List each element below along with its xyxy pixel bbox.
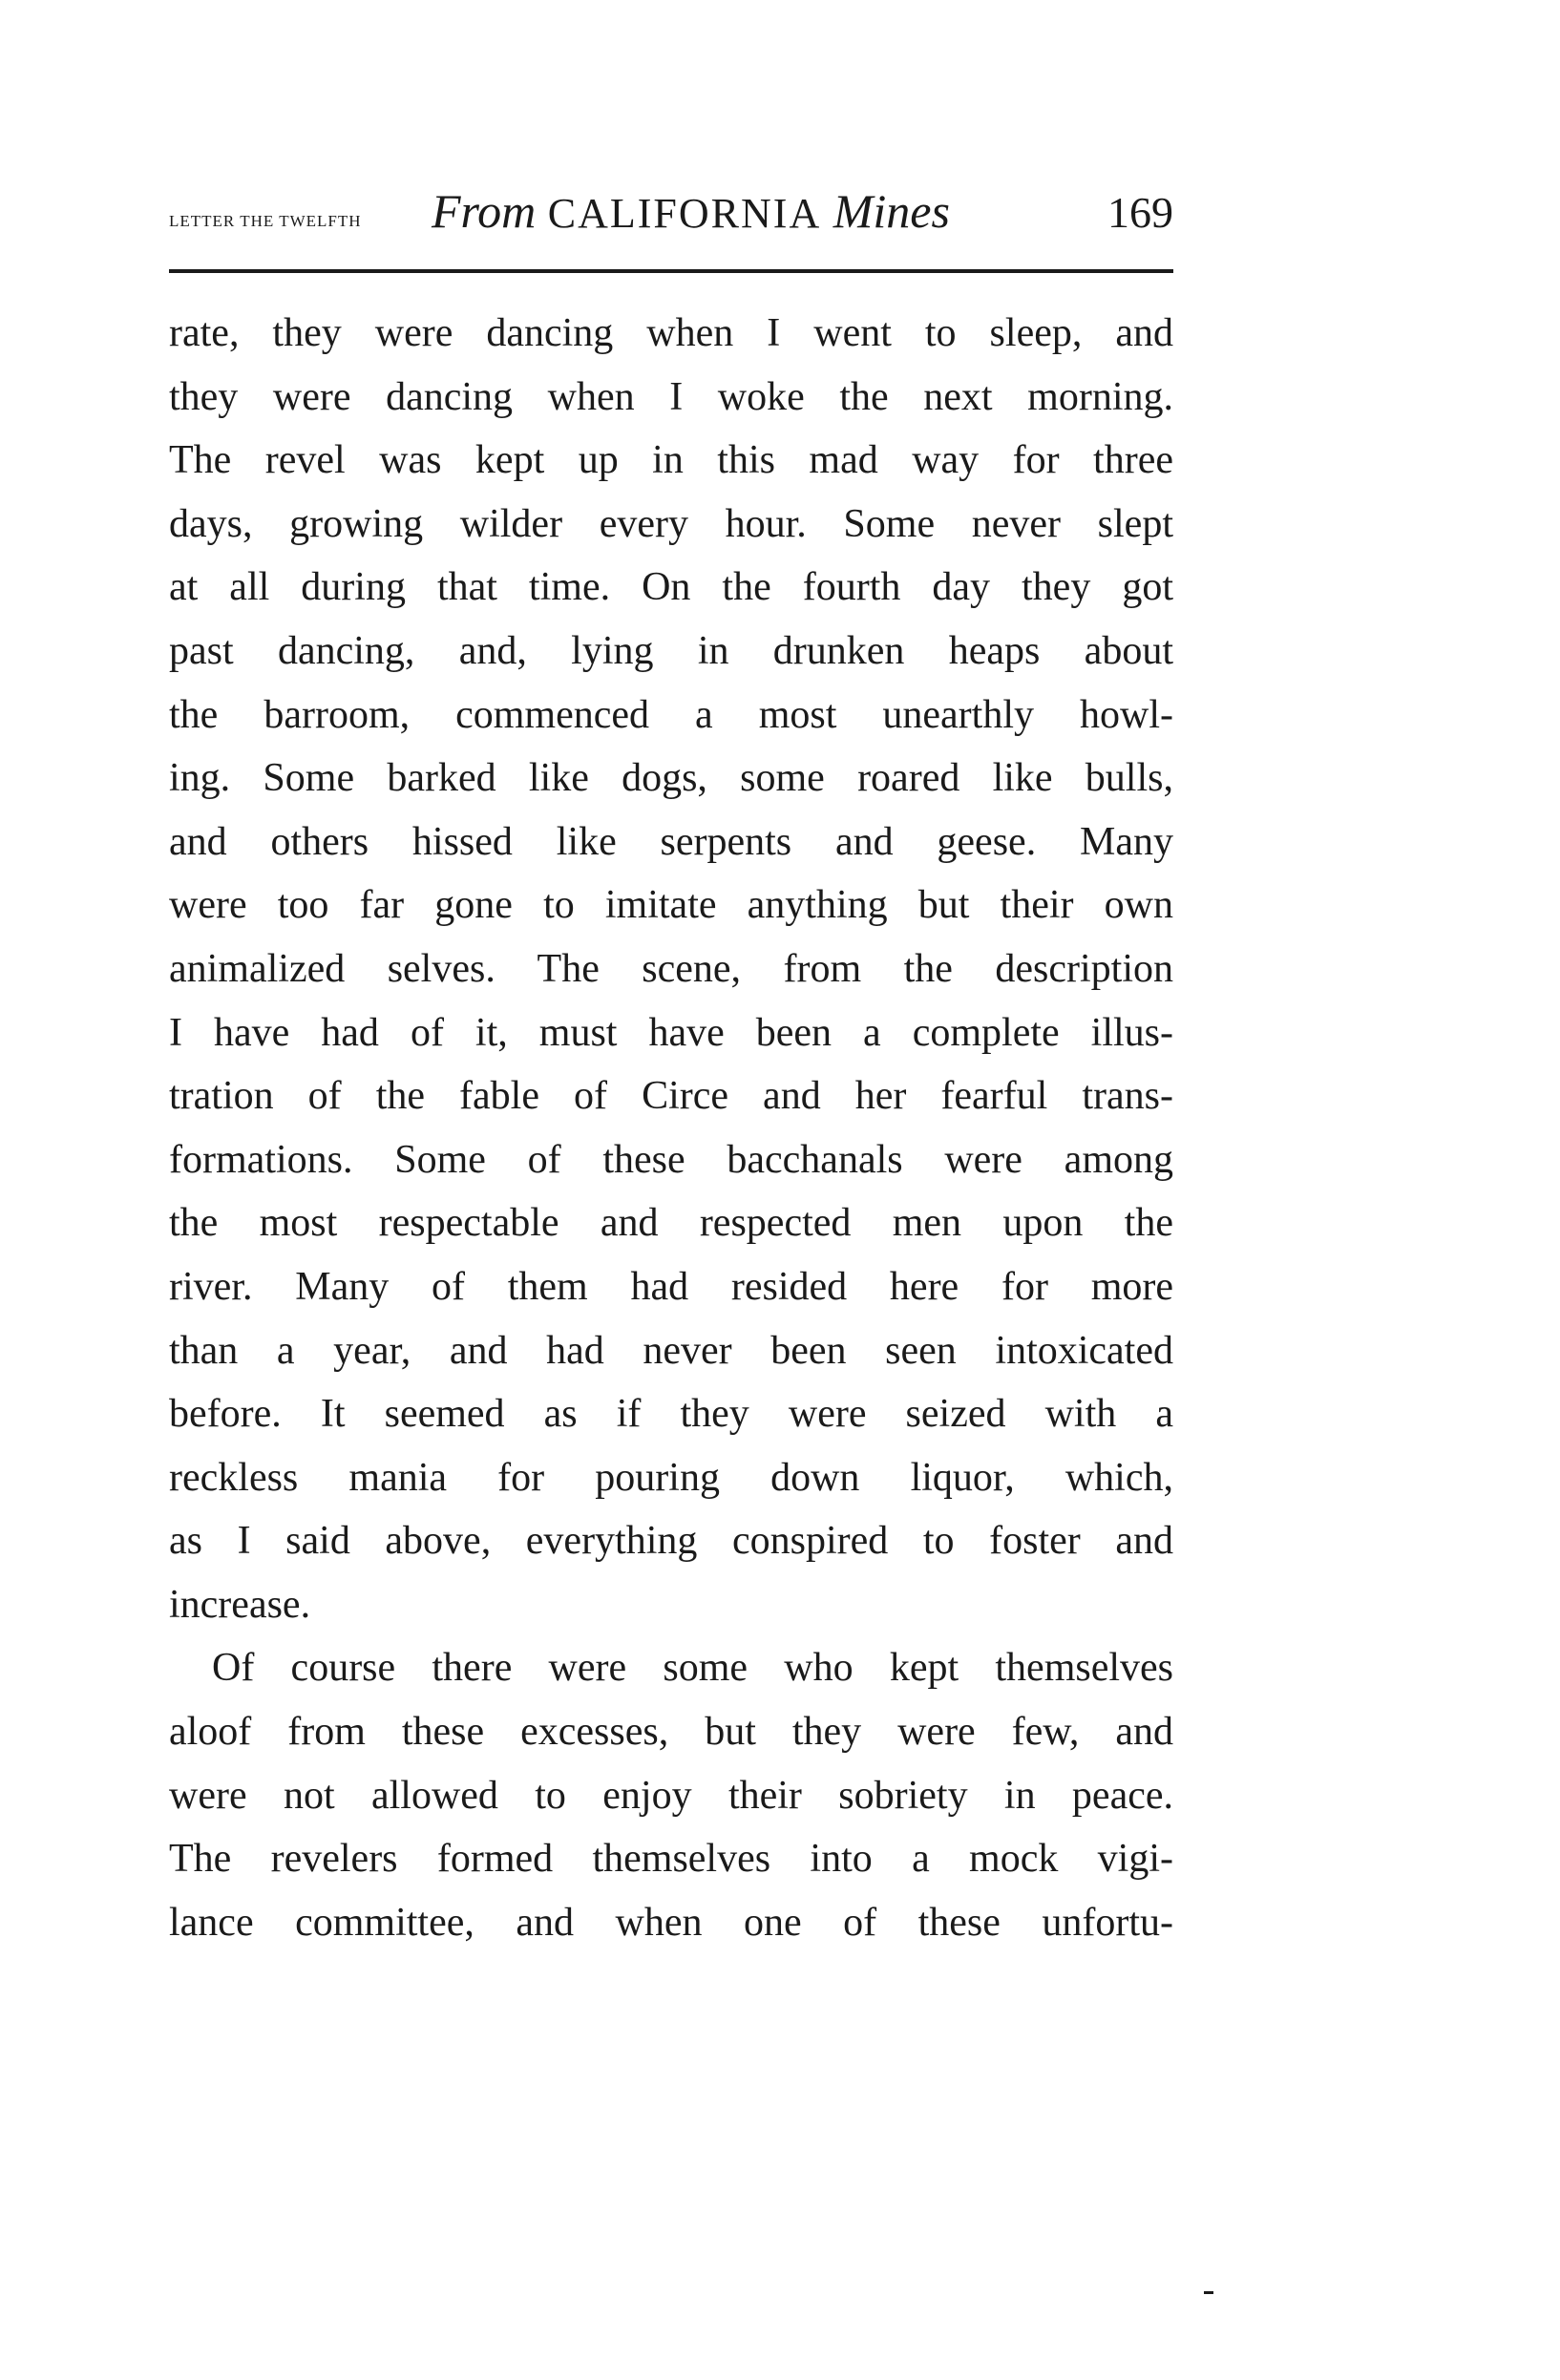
text-line: The revelers formed themselves into a mock vigi- [169, 1837, 1173, 1882]
running-head-mines: Mines [833, 184, 950, 238]
header-rule [169, 269, 1173, 273]
text-line: ing. Some barked like dogs, some roared like bulls, [169, 756, 1173, 801]
text-line: increase. [169, 1582, 311, 1627]
text-line: tration of the fable of Circe and her fearful trans- [169, 1074, 1173, 1119]
running-head-california: CALIFORNIA [547, 190, 822, 237]
text-line: reckless mania for pouring down liquor, which, [169, 1455, 1173, 1500]
printer-mark [1204, 2291, 1213, 2294]
text-line: were too far gone to imitate anything but their own [169, 883, 1173, 928]
text-line: before. It seemed as if they were seized with a [169, 1392, 1173, 1437]
text-line: I have had of it, must have been a complete illus- [169, 1010, 1173, 1055]
text-line: they were dancing when I woke the next morning. [169, 374, 1173, 419]
text-line: the barroom, commenced a most unearthly howl- [169, 692, 1173, 737]
running-head-letter: LETTER THE TWELFTH [169, 212, 362, 230]
text-line: as I said above, everything conspired to foster and [169, 1519, 1173, 1564]
running-head [169, 181, 1173, 248]
text-line: The revel was kept up in this mad way for three [169, 438, 1173, 483]
text-line: aloof from these excesses, but they were few, and [169, 1710, 1173, 1755]
text-line: rate, they were dancing when I went to sleep, and [169, 311, 1173, 355]
text-line: river. Many of them had resided here for more [169, 1264, 1173, 1309]
text-line: lance committee, and when one of these unfortu- [169, 1900, 1173, 1945]
text-line: Of course there were some who kept themselves [212, 1646, 1173, 1691]
text-line: past dancing, and, lying in drunken heaps about [169, 628, 1173, 673]
running-head-title [432, 183, 950, 239]
running-head-from: From [432, 184, 537, 238]
text-line: formations. Some of these bacchanals were among [169, 1137, 1173, 1182]
text-line: days, growing wilder every hour. Some never slept [169, 501, 1173, 546]
page-number: 169 [1107, 188, 1173, 237]
text-line: were not allowed to enjoy their sobriety in peace. [169, 1773, 1173, 1818]
text-line: than a year, and had never been seen intoxicated [169, 1328, 1173, 1373]
text-line: at all during that time. On the fourth day they got [169, 565, 1173, 610]
text-line: and others hissed like serpents and geese. Many [169, 819, 1173, 864]
text-line: animalized selves. The scene, from the description [169, 946, 1173, 991]
text-line: the most respectable and respected men upon the [169, 1201, 1173, 1246]
body-text [169, 302, 1173, 1954]
